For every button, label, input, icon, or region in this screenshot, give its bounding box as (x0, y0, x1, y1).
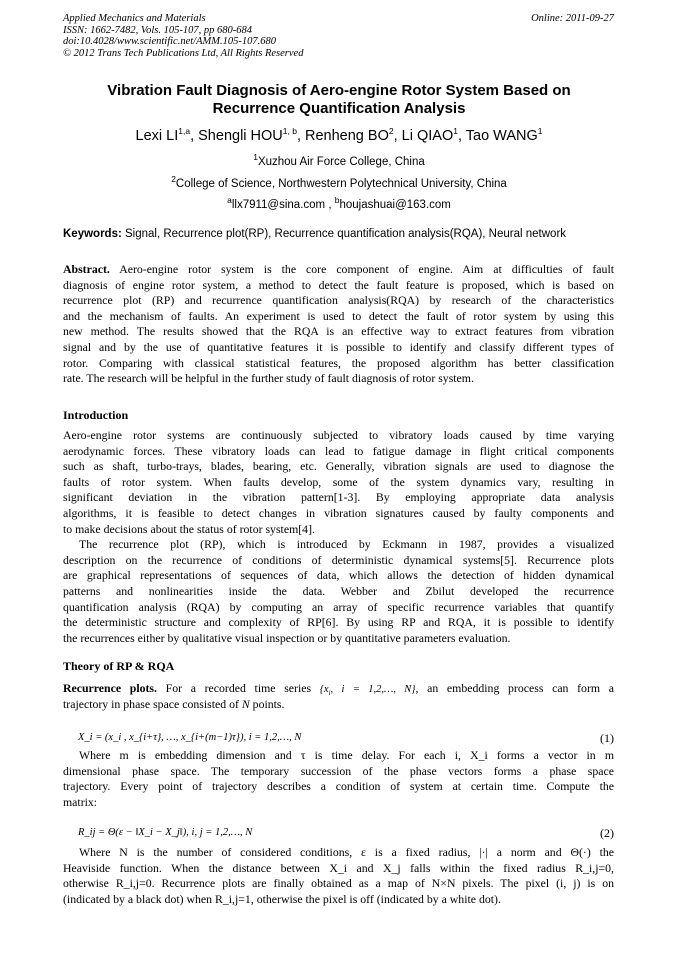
equation-number: (2) (600, 826, 614, 840)
abstract-line: Abstract. Aero-engine rotor system is the core component of engine. Aim at difficulties of fault (63, 262, 614, 276)
equation-number: (1) (600, 731, 614, 745)
author-list: Lexi LI$^{1,a}$, Shengli HOU$^{1, b}$, Renheng $BO^2$, Li QIAO$^1$, Tao WANG$^1$ (135, 126, 543, 144)
keywords-label: Keywords: (63, 228, 122, 240)
intro-line: Aero-engine rotor systems are continuously subjected to vibratory loads caused by time varying (63, 428, 614, 442)
intro-line: patterns and nonlinearities inside the data. Webber and Zbilut developed the recurrence (63, 583, 614, 598)
theory-line: (indicated by a black dot) when R_i,j=1, otherwise the pixel is off (indicated by a white dot). (63, 891, 501, 906)
intro-line: description on the recurrence of conditions of deterministic dynamical systems[5]. Recurrence plots (63, 552, 614, 567)
email-link[interactable]: houjashuai@163.com (339, 198, 451, 211)
abstract (63, 262, 614, 387)
theory-line: trajectory in phase space consisted of N points. (63, 696, 285, 711)
intro-line: significant deviation in the vibration pattern[1-3]. By employing appropriate data analysis (63, 490, 614, 505)
title-line: Vibration Fault Diagnosis of Aero-engine Rotor System Based on (107, 82, 571, 99)
journal-name: Applied Mechanics and Materials (63, 13, 206, 24)
affiliation: $^2$College of Science, Northwestern Polytechnical University, China (171, 174, 507, 190)
abstract-label: Abstract. (63, 262, 110, 276)
theory-line: Recurrence plots. For a recorded time series {$x_i$, i = 1,2,…, N}, an embedding process can form a (63, 681, 614, 697)
author: Shengli HOU$^{1, b}$ (198, 126, 297, 144)
theory-line: dimensional phase space. The temporary succession of the phase vectors forms a phase space (63, 763, 614, 778)
journal-doi: doi:10.4028/www.scientific.net/AMM.105-107.680 (63, 36, 276, 47)
equation-body: X_i = (x_i , x_{i+τ}, …, x_{i+(m−1)τ}), i = 1,2,…, N (78, 732, 302, 743)
abstract-line: signal and by the use of quantitative features it is possible to identify and classify different types of (63, 339, 614, 354)
author: Tao WANG$^1$ (465, 126, 543, 144)
email-link[interactable]: llx7911@sina.com , (231, 198, 332, 211)
author: Li QIAO$^1$ (401, 126, 458, 144)
keywords (63, 227, 623, 241)
abstract-line: rate. The research will be helpful in the further study of fault diagnosis of rotor system. (63, 371, 474, 386)
intro-line: The recurrence plot (RP), which is introduced by Eckmann in 1987, provides a visualized (79, 537, 614, 552)
theory-line: trajectory. Every point of trajectory describes a condition of system at certain time. Compute the (63, 779, 614, 794)
equation-1 (78, 731, 614, 743)
intro-line: aerodynamic forces. These vibratory loads can lead to fatigue damage in flight critical components (63, 443, 614, 458)
journal-header (63, 13, 303, 59)
intro-line: such as shaft, turbo-trays, blades, bearing, etc. Generally, vibration signals are used to diagnose the (63, 459, 614, 474)
equation-2 (78, 826, 614, 838)
paragraph-after-eq2 (63, 845, 614, 907)
online-date: Online: 2011-09-27 (531, 13, 614, 24)
abstract-line: rotor. Comparing with classical statistical features, the proposed algorithm has better classification (63, 355, 614, 370)
paper-title (40, 82, 638, 118)
author-emails: $^a$llx7911@sina.com , $^b$houjashuai@163.com (227, 195, 451, 211)
intro-line: the recurrences either by qualitative visual inspection or by quantitative parameters evaluation. (63, 630, 511, 645)
abstract-line: diagnosis of engine rotor system, a method to detect the fault feature is proposed, which is based on (63, 277, 614, 292)
intro-line: quantification analysis (RQA) by computing an array of specific recurrence variables that quantify (63, 599, 614, 614)
theory-line: otherwise R_i,j=0. Recurrence plots are finally obtained as a map of N×N pixels. The pixel (i, j) is on (63, 876, 614, 891)
intro-line: are graphical representations of sequences of data, which allows the detection of hidden dynamical (63, 568, 614, 583)
journal-issn: ISSN: 1662-7482, Vols. 105-107, pp 680-684 (63, 24, 252, 36)
intro-line: faults of rotor system. When faults develop, some of the system dynamics vary, resulting in (63, 474, 614, 489)
paragraph-after-eq1 (63, 748, 614, 810)
theory-line: matrix: (63, 794, 98, 809)
abstract-line: recurrence plot (RP) and recurrence quantification analysis(RQA) by research of the characteristics (63, 293, 614, 308)
subsection-label: Recurrence plots. (63, 681, 157, 695)
intro-line: algorithms, it is feasible to detect changes in vibration signatures caused by faulty components and (63, 505, 614, 520)
theory-line: Where m is embedding dimension and τ is time delay. For each i, X_i forms a vector in m (79, 748, 614, 762)
recurrence-plots-paragraph (63, 681, 614, 712)
author: Renheng $BO^2$ (305, 126, 394, 144)
introduction-body (63, 428, 614, 646)
abstract-line: new method. The results showed that the RQA is an effective way to extract features from vibration (63, 324, 614, 339)
intro-line: the deterministic structure and complexity of RP[6]. By using RP and RQA, it is possible to identify (63, 615, 614, 630)
section-heading-theory: Theory of RP & RQA (63, 659, 175, 673)
theory-line: Heaviside function. When the distance between X_i and X_j falls within the fixed radius R_i,j=0, (63, 860, 614, 875)
abstract-line: and the mechanism of faults. An experiment is used to detect the fault of rotor system by using this (63, 308, 614, 323)
author: Lexi LI$^{1,a}$ (135, 126, 191, 144)
journal-copyright: © 2012 Trans Tech Publications Ltd, All Rights Reserved (63, 47, 304, 59)
section-heading-introduction: Introduction (63, 408, 129, 422)
intro-line: to make decisions about the status of rotor system[4]. (63, 521, 315, 536)
equation-body: R_ij = Θ(ε − ‖X_i − X_j‖), i, j = 1,2,…, N (78, 827, 253, 838)
title-line: Recurrence Quantification Analysis (212, 100, 466, 117)
keywords-text: Signal, Recurrence plot(RP), Recurrence quantification analysis(RQA), Neural network (125, 228, 567, 240)
affiliation: $^1$Xuzhou Air Force College, China (253, 152, 425, 168)
theory-line: Where N is the number of considered conditions, ε is a fixed radius, |·| a norm and Θ(·) the (79, 845, 614, 859)
